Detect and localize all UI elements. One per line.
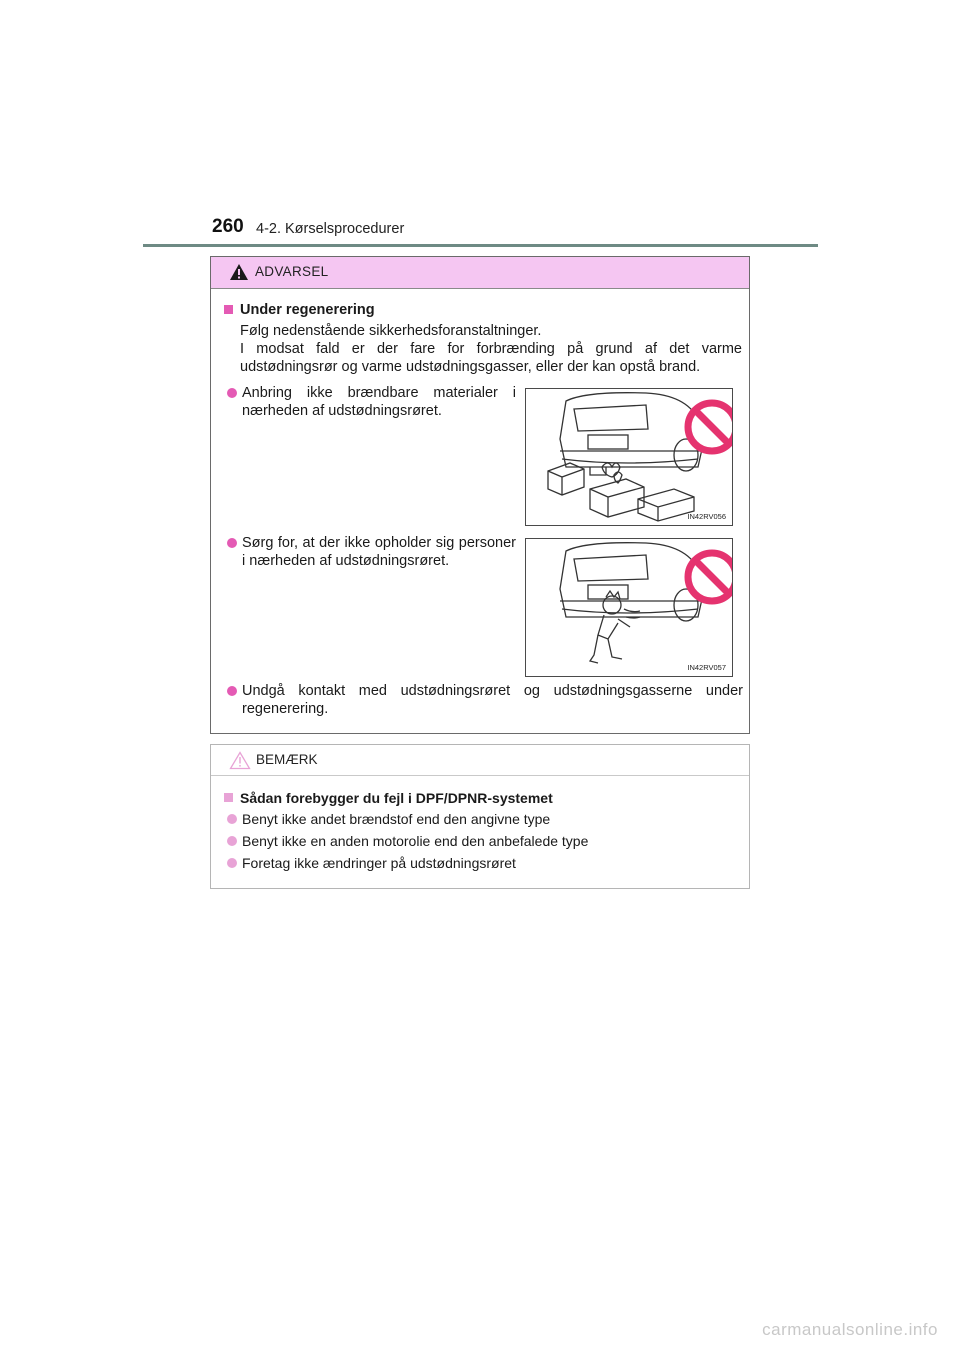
illustration-code: IN42RV056	[687, 512, 726, 521]
header-rule	[143, 244, 818, 247]
round-bullet-icon	[227, 814, 237, 824]
note-heading: Sådan forebygger du fejl i DPF/DPNR-systemet	[240, 790, 553, 806]
warning-item-3: Undgå kontakt med udstødningsrøret og udstødningsgasserne under regenerering.	[242, 683, 743, 717]
page-number: 260	[212, 216, 244, 237]
watermark: carmanualsonline.info	[762, 1320, 938, 1339]
warning-intro-body: I modsat fald er der fare for forbrænding på grund af det varme udstødningsrør og varme udstødningsgasser, eller der kan opstå brand.	[240, 341, 742, 375]
square-bullet-icon	[224, 305, 233, 314]
warning-header	[211, 257, 749, 289]
warning-item-2: Sørg for, at der ikke opholder sig personer i nærheden af udstødningsrøret.	[242, 535, 516, 569]
round-bullet-icon	[227, 858, 237, 868]
round-bullet-icon	[227, 388, 237, 398]
illustration-person	[525, 538, 733, 677]
warning-heading: Under regenerering	[240, 302, 375, 318]
note-item-2: Benyt ikke en anden motorolie end den anbefalede type	[242, 833, 589, 849]
warning-item-1: Anbring ikke brændbare materialer i nærheden af udstødningsrøret.	[242, 385, 516, 419]
note-item-1: Benyt ikke andet brændstof end den angivne type	[242, 811, 551, 827]
section-title: 4-2. Kørselsprocedurer	[256, 221, 405, 237]
square-bullet-icon	[224, 793, 233, 802]
note-header	[211, 745, 749, 776]
note-box	[210, 744, 750, 889]
note-title: BEMÆRK	[256, 752, 318, 767]
note-item-3: Foretag ikke ændringer på udstødningsrøret	[242, 855, 516, 871]
warning-title: ADVARSEL	[255, 264, 329, 279]
round-bullet-icon	[227, 686, 237, 696]
illustration-code: IN42RV057	[687, 663, 726, 672]
warning-intro-line: Følg nedenstående sikkerhedsforanstaltninger.	[240, 323, 542, 339]
warning-box	[210, 256, 750, 734]
warning-icon	[229, 263, 249, 281]
illustration-combustibles	[525, 388, 733, 526]
caution-icon	[229, 751, 251, 770]
round-bullet-icon	[227, 538, 237, 548]
round-bullet-icon	[227, 836, 237, 846]
